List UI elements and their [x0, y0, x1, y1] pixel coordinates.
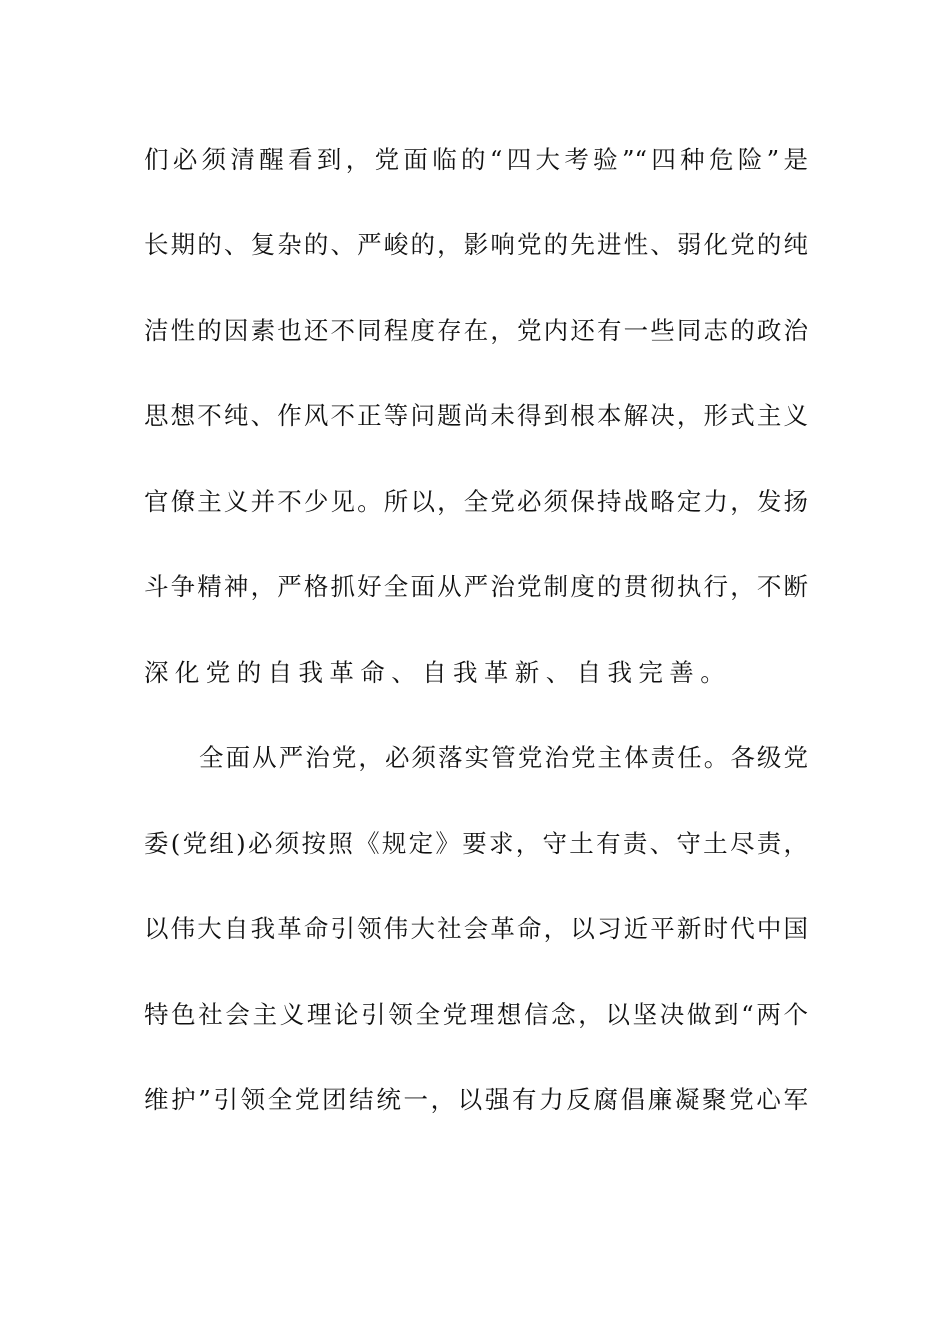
paragraph-line-1: 们必须清醒看到，党面临的“四大考验”“四种危险”是: [144, 145, 808, 174]
paragraph-line-11: 特色社会主义理论引领全党理想信念，以坚决做到“两个: [144, 1000, 808, 1029]
paragraph-line-3: 洁性的因素也还不同程度存在，党内还有一些同志的政治: [144, 316, 808, 345]
paragraph-line-7: 深化党的自我革命、自我革新、自我完善。: [144, 658, 732, 687]
paragraph-line-2: 长期的、复杂的、严峻的，影响党的先进性、弱化党的纯: [144, 230, 808, 259]
paragraph-line-10: 以伟大自我革命引领伟大社会革命，以习近平新时代中国: [144, 914, 808, 943]
paragraph-line-8: 全面从严治党，必须落实管党治党主体责任。各级党: [199, 743, 808, 772]
paragraph-line-9: 委(党组)必须按照《规定》要求，守土有责、守土尽责，: [144, 829, 808, 858]
paragraph-line-5: 官僚主义并不少见。所以，全党必须保持战略定力，发扬: [144, 487, 808, 516]
paragraph-line-4: 思想不纯、作风不正等问题尚未得到根本解决，形式主义: [144, 401, 808, 430]
paragraph-line-6: 斗争精神，严格抓好全面从严治党制度的贯彻执行，不断: [144, 572, 808, 601]
paragraph-line-12: 维护”引领全党团结统一，以强有力反腐倡廉凝聚党心军: [144, 1085, 808, 1114]
